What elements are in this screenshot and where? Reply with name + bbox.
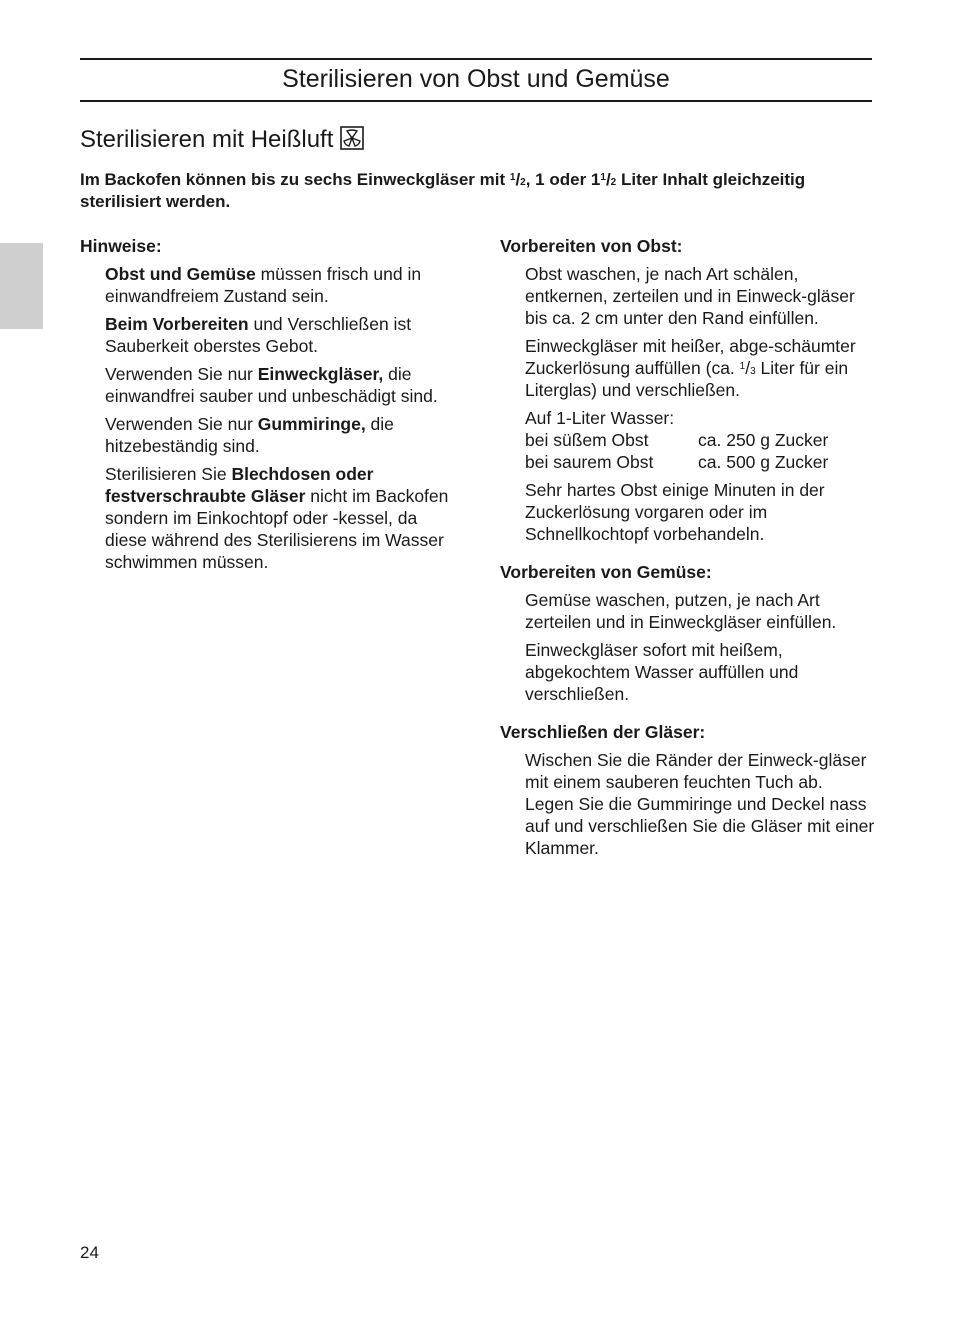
obst-heading: Vorbereiten von Obst:: [500, 236, 683, 256]
left-column: [80, 235, 460, 579]
hinweise-heading: Hinweise:: [80, 236, 162, 256]
gemuese-para-2: Einweckgläser sofort mit heißem, abgekochtem Wasser auffüllen und verschließen.: [525, 640, 799, 704]
hinweis-obst-gemuese: Obst und Gemüse müssen frisch und in einwandfreiem Zustand sein.: [105, 264, 422, 306]
page-number: 24: [80, 1243, 99, 1262]
gemuese-heading: Vorbereiten von Gemüse:: [500, 562, 712, 582]
gemuese-para-1: Gemüse waschen, putzen, je nach Art zerteilen und in Einweckgläser einfüllen.: [525, 590, 837, 632]
intro-text: Im Backofen können bis zu sechs Einweckgläser mit $^1$/2, 1 oder $1^1/2$ Liter Inhalt gleichzeitig sterilisiert werden.: [80, 170, 806, 211]
obst-para-1: Obst waschen, je nach Art schälen, entkernen, zerteilen und in Einweck-gläser bis ca. 2 cm unter den Rand einfüllen.: [525, 264, 855, 328]
hinweis-gummiringe: Verwenden Sie nur Gummiringe, die hitzebeständig sind.: [105, 414, 394, 456]
hinweis-vorbereiten: Beim Vorbereiten und Verschließen ist Sauberkeit oberstes Gebot.: [105, 314, 412, 356]
edge-tab: [0, 243, 43, 329]
table-row: bei saurem Obst ca. 500 g Zucker: [525, 452, 829, 472]
zucker-table-title: Auf 1-Liter Wasser:: [525, 408, 675, 428]
verschliessen-para-1: Wischen Sie die Ränder der Einweck-gläser mit einem sauberen feuchten Tuch ab. Legen Sie die Gummiringe und Deckel nass auf und verschließen Sie die Gläser mit einer Klammer.: [525, 750, 875, 858]
hinweis-einweckglaeser: Verwenden Sie nur Einweckgläser, die einwandfrei sauber und unbeschädigt sind.: [105, 364, 438, 406]
fan-icon: [340, 126, 364, 150]
obst-para-2: Einweckgläser mit heißer, abge-schäumter Zuckerlösung auffüllen (ca. $^1$/3 Liter für ein Literglas) und verschließen.: [525, 336, 856, 400]
zucker-table: [525, 407, 875, 473]
header-title: Sterilisieren von Obst und Gemüse: [282, 65, 670, 93]
section-title-text: Sterilisieren mit Heißluft: [80, 126, 334, 153]
page-header: [80, 58, 872, 102]
table-row: bei süßem Obst ca. 250 g Zucker: [525, 430, 829, 450]
verschliessen-heading: Verschließen der Gläser:: [500, 722, 706, 742]
obst-para-3: Sehr hartes Obst einige Minuten in der Zuckerlösung vorgaren oder im Schnellkochtopf vorbehandeln.: [525, 480, 825, 544]
section-title: [80, 124, 364, 156]
right-column: [500, 235, 875, 865]
hinweis-blechdosen: Sterilisieren Sie Blechdosen oder festverschraubte Gläser nicht im Backofen sondern im Einkochtopf oder -kessel, da diese während des Sterilisierens im Wasser schwimmen müssen.: [105, 464, 449, 572]
